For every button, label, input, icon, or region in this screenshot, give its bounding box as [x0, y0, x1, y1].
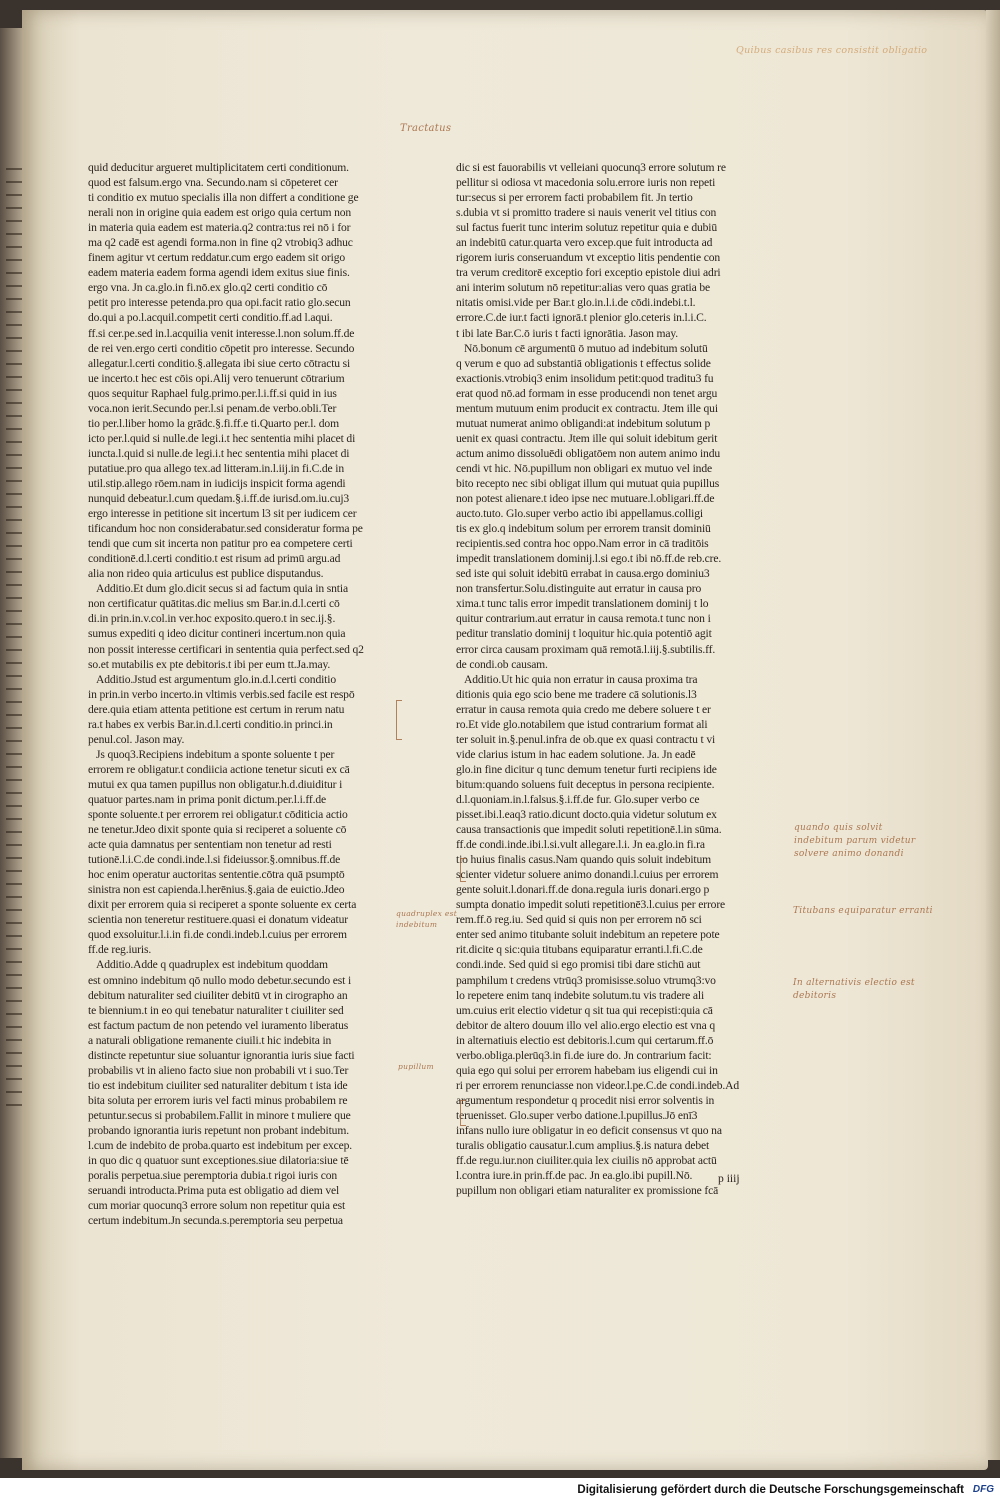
text-line: tutionē.l.i.C.de condi.inde.l.si fideiussor.§.omnibus.ff.de — [88, 853, 341, 867]
footer-bar — [0, 1478, 1000, 1505]
text-line: tificandum hoc non considerabatur.sed consideratur forma pe — [88, 522, 363, 536]
text-line: quod est falsum.ergo vna. Secundo.nam si cōpeteret cer — [88, 176, 338, 190]
text-line: impedit translationem dominij.l.si ego.t ibi nō.ff.de reb.cre. — [456, 552, 722, 566]
text-line: de condi.ob causam. — [456, 657, 548, 671]
text-line: putatiue.pro qua allego tex.ad litteram.in.l.iij.in fi.C.de in — [88, 461, 345, 475]
text-line: bita soluta per errorem iuris vel facti minus probabilem re — [88, 1093, 348, 1107]
text-line: tio est indebitum ciuiliter sed naturaliter debitum t ista ide — [88, 1078, 348, 1092]
text-line: quatuor partes.nam in prima ponit dictum.per.l.i.ff.de — [88, 792, 326, 806]
manuscript-header-note: Quibus casibus res consistit obligatio — [736, 45, 928, 56]
text-line: hoc enim operatur auctoritas sententie.cōtra quā psumptō — [88, 868, 345, 882]
text-line: causa transactionis que impedit soluti repetitionē.l.in sūma. — [456, 823, 722, 837]
text-line: voca.non ierit.Secundo per.l.si penam.de verbo.obli.Ter — [88, 401, 337, 415]
text-line: ff.de regu.iur.non ciuiliter.quia lex ciuilis nō approbat actū — [456, 1154, 717, 1168]
text-line: petit pro interesse petenda.pro qua opi.facit ratio glo.secun — [88, 296, 351, 310]
text-line: scienter videtur soluere animo donandi.l.cuius per errorem — [456, 868, 719, 882]
text-line: in materia quia eadem est materia.q2 contra:tus rei nō i for — [88, 221, 351, 235]
text-line: pamphilum t credens vtrūq3 promisisse.soluo vtrumq3:vo — [456, 973, 716, 987]
text-line: mutui ex qua tamen pupillus non obligatur.h.d.diuiditur i — [88, 777, 343, 791]
text-line: ti conditio ex mutuo specialis illa non differt a conditione ge — [88, 191, 359, 205]
text-line: alia non rideo quia articulus est publice disputandus. — [88, 567, 324, 581]
text-line: mutuat numerat animo obligandi:at indebitum solutum p — [456, 416, 711, 430]
text-line: in quo dic q quatuor sunt exceptiones.siue dilatoria:siue tē — [88, 1154, 349, 1168]
text-line: gente soluit.l.donari.ff.de dona.regula iuris donari.ergo p — [456, 883, 710, 897]
text-column-right — [456, 160, 770, 1200]
text-line: aucto.tuto. Glo.super verbo actio ibi appellamus.colligi — [456, 507, 703, 521]
text-line: tis ex glo.q indebitum solum per errorem transit dominiū — [456, 522, 711, 536]
text-line: finem agitur vt certum reddatur.cum ergo eadem sit origo — [88, 251, 345, 265]
text-line: quid deducitur argueret multiplicitatem certi conditionum. — [88, 161, 349, 174]
text-line: probando ignorantia iuris repetunt non probant indebitum. — [88, 1124, 349, 1137]
text-line: di.in prin.in.v.col.in ver.hoc exposito.quero.t in sec.ij.§. — [88, 612, 336, 626]
footer-credit: Digitalisierung gefördert durch die Deutsche Forschungsgemeinschaft — [577, 1484, 964, 1496]
margin-note-1: quando quis solvit indebitum parum videtur solvere animo donandi — [794, 823, 916, 859]
margin-note-5: pupillum — [398, 1062, 434, 1071]
text-line: util.stip.allego rōem.nam in iudicijs inspicit forma agendi — [88, 476, 346, 490]
text-line: certum indebitum.Jn secunda.s.peremptoria seu perpetua — [88, 1214, 343, 1228]
text-line: sponte soluente.t per errorem rei obligatur.t cōditicia actio — [88, 808, 348, 822]
text-line: actum animo dissoluēdi obligatōem non autem animo indu — [456, 446, 720, 460]
text-line: Additio.Ut hic quia non erratur in causa proxima tra — [464, 672, 698, 686]
text-line: eadem materia eadem forma agendi idem exitus siue finis. — [88, 266, 350, 280]
text-line: peditur translatio dominij t loquitur hic.quia potentiō agit — [456, 627, 712, 641]
text-line: nunquid debeatur.l.cum quedam.§.i.ff.de iurisd.om.iu.cuj3 — [88, 492, 350, 506]
text-line: a naturali obligatione remanente ciuili.t hic indebita in — [88, 1033, 332, 1047]
text-line: ff.de condi.inde.ibi.l.si.vult allegare.l.i. Jn ea.glo.in fi.ra — [456, 838, 705, 852]
text-line: probabilis vt in alieno facto siue non probabili vt i suo.Ter — [88, 1063, 349, 1077]
text-line: exactionis.vtrobiq3 enim insolidum petit:quod traditu3 fu — [456, 371, 714, 385]
text-line: ne tenetur.Jdeo dixit sponte quia si reciperet a soluente cō — [88, 823, 347, 837]
text-line: q verum e quo ad substantiā obligationis t effectus solide — [456, 356, 711, 370]
text-line: nitatis omisi.vide per Bar.t glo.in.l.i.de cōdi.indebi.t.l. — [456, 296, 696, 310]
text-line: non certificatur quātitas.dic melius sm Bar.in.d.l.certi cō — [88, 597, 340, 611]
text-line: vide clarius istum in hac eadem solutione. Ja. Jn eadē — [456, 747, 696, 761]
text-line: scientia non teneretur restituere.quasi ei donatum videatur — [88, 913, 348, 927]
text-line: distincte repetuntur siue soluantur ignorantia iuris siue facti — [88, 1048, 355, 1062]
text-line: quia ego qui solui per errorem habebam ius eligendi cui in — [456, 1063, 718, 1077]
text-line: l.cum de indebito de proba.quarto est indebitum per excep. — [88, 1139, 352, 1153]
text-line: dixit per errorem quia si reciperet a sponte soluente ex certa — [88, 898, 357, 912]
text-line: allegatur.l.certi conditio.§.allegata ibi siue certo cōtractu si — [88, 356, 351, 370]
text-line: seruandi introducta.Prima puta est obligatio ad diem vel — [88, 1184, 340, 1198]
text-line: rem.ff.ō reg.iu. Sed quid si quis non per errorem nō sci — [456, 913, 702, 927]
text-line: non potest alienare.t ideo ipse nec mutuare.l.obligari.ff.de — [456, 492, 715, 506]
text-line: ra.t habes ex verbis Bar.in.d.l.certi conditio.in princi.in — [88, 717, 333, 731]
text-line: ergo interesse in petitione sit incertum l3 sit per iudicem cer — [88, 507, 357, 521]
text-line: petuntur.secus si probabilem.Fallit in minore t muliere que — [88, 1108, 351, 1122]
text-line: xima.t tunc talis error impedit translationem dominij t lo — [456, 597, 709, 611]
text-line: turalis obligatio causatur.l.cum amplius.§.is natura debet — [456, 1139, 710, 1153]
text-line: uenit ex quasi contractu. Jtem ille qui soluit idebitum gerit — [456, 431, 718, 445]
margin-bracket — [396, 700, 402, 740]
text-line: quod exsoluitur.l.i.in fi.de condi.indeb.l.cuius per errorem — [88, 928, 347, 942]
text-line: glo.in fine dicitur q tunc demum tenetur furti recipiens ide — [456, 762, 717, 776]
text-line: recipientis.sed contra hoc oppo.Nam error in cā traditōis — [456, 537, 709, 551]
text-line: pisset.ibi.l.eaq3 ratio.dicunt docto.quia videtur solutum ex — [456, 808, 717, 822]
margin-note-4: quadruplex est indebitum — [396, 909, 458, 929]
text-line: ro.Et vide glo.notabilem que istud contrarium format ali — [456, 717, 708, 731]
text-line: rit.dicite q sic:quia titubans equiparatur erranti.l.fi.C.de — [456, 943, 703, 957]
text-line: tra verum creditorē exceptio fori exceptio epistole diui adri — [456, 266, 721, 280]
text-line: ri per errorem renunciasse non videor.l.pe.C.de condi.indeb.Ad — [456, 1078, 740, 1092]
text-line: iuncta.l.quid si nulle.de legi.i.t hec sententia mihi placet di — [88, 446, 350, 460]
text-line: sul factus fuerit tunc interim solutuz repetitur quia e dubiū — [456, 221, 717, 235]
text-line: Additio.Et dum glo.dicit secus si ad factum quia in sntia — [96, 582, 348, 596]
text-column-left — [88, 160, 400, 1228]
text-line: pupillum non obligari etiam naturaliter ex promissione fcā — [456, 1184, 719, 1198]
text-line: cendi vt hic. Nō.pupillum non obligari ex mutuo vel inde — [456, 461, 712, 475]
text-line: penul.col. Jason may. — [88, 732, 185, 746]
margin-bracket — [460, 858, 466, 882]
text-line: enter sed animo titubante soluit indebitum an repetere pote — [456, 928, 720, 942]
text-line: quos sequitur Raphael fulg.primo.per.l.i.ff.si quid in ius — [88, 386, 337, 400]
text-line: ergo vna. Jn ca.glo.in fi.nō.ex glo.q2 certi conditio cō — [88, 281, 328, 295]
text-line: sumpta donatio impedit soluti repetitionē3.l.cuius per errore — [456, 898, 726, 912]
text-line: pellitur si odiosa vt macedonia solu.errore iuris non repeti — [456, 176, 716, 190]
text-line: so.et mutabilis ex pte debitoris.t ibi per eum tt.Ja.may. — [88, 657, 331, 671]
text-line: icto per.l.quid si nulle.de legi.i.t hec sententia mihi placet di — [88, 431, 356, 445]
text-line: non possit interesse certificari in sententia quia perfect.sed q2 — [88, 642, 364, 656]
text-line: erat quod nō.ad formam in esse producendi non tenet argu — [456, 386, 718, 400]
text-line: ue incerto.t hec est cōis opi.Alij vero tenuerunt cōtrarium — [88, 371, 345, 385]
text-line: errore.C.de iur.t facti ignorā.t plenior glo.ceteris in.l.i.C. — [456, 311, 707, 325]
text-line: ma q2 cadē est agendi forma.non in fine q2 vtrobiq3 adhuc — [88, 236, 353, 250]
manuscript-title-note: Tractatus — [400, 123, 452, 134]
text-line: sinistra non est capienda.l.herēnius.§.gaia de euictio.Jdeo — [88, 883, 345, 897]
text-line: bitum:quando soluens fuit deceptus in persona recipiente. — [456, 777, 715, 791]
text-line: sumus expediti q ideo dicitur contineri incertum.non quia — [88, 627, 346, 641]
text-line: debitor de altero douum illo vel alio.ergo electio est vna q — [456, 1018, 715, 1032]
text-line: verbo.obliga.plerūq3.in fi.de iure do. Jn contrarium facit: — [456, 1048, 712, 1062]
text-line: infans nullo iure obligatur in eo deficit consensus vt quo na — [456, 1124, 722, 1137]
text-line: ditionis quia ego scio bene me tradere cā solutionis.l3 — [456, 687, 697, 701]
text-line: te biennium.t in eo qui tenebatur naturaliter t ciuiliter sed — [88, 1003, 344, 1017]
text-line: s.dubia vt si promitto tradere si nauis venerit vel titius con — [456, 206, 717, 220]
text-line: tio per.l.liber homo la grādc.§.fi.ff.e ti.Quarto per.l. dom — [88, 416, 339, 430]
text-line: non transfertur.Solu.distinguite aut erratur in causa pro — [456, 582, 702, 596]
text-line: Js quoq3.Recipiens indebitum a sponte soluente t per — [96, 747, 335, 761]
text-line: d.l.quoniam.in.l.falsus.§.i.ff.de fur. Glo.super verbo ce — [456, 792, 700, 806]
text-line: ff.de reg.iuris. — [88, 943, 152, 957]
margin-bracket — [460, 1100, 466, 1126]
text-line: in alternatiuis electio est debitoris.l.cum qui certarum.ff.ō — [456, 1033, 714, 1047]
text-line: est factum pactum de non petendo vel iuramento liberatus — [88, 1018, 349, 1032]
text-line: condi.inde. Sed quid si ego promisi tibi dare stichū aut — [456, 958, 701, 972]
text-line: Additio.Jstud est argumentum glo.in.d.l.certi conditio — [96, 672, 336, 686]
margin-note-2: Titubans equiparatur erranti — [793, 906, 933, 916]
text-line: um.cuius erit electio videtur q sit tua qui recepisti:quia cā — [456, 1003, 713, 1017]
text-line: tendi que cum sit incerta non patitur pro ea competere certi — [88, 537, 353, 551]
page-edge — [986, 10, 1000, 1460]
text-line: nerali non in origine quia eadem est origo quia certum non — [88, 206, 352, 220]
signature-mark: p iiij — [718, 1172, 740, 1185]
text-line: tio huius finalis casus.Nam quando quis soluit indebitum — [456, 853, 712, 867]
text-line: ter soluit in.§.penul.infra de ob.que ex quasi contractu t vi — [456, 732, 716, 746]
text-line: argumentum respondetur q procedit nisi error solventis in — [456, 1093, 715, 1107]
text-line: t ibi late Bar.C.ō iuris t facti ignorātia. Jason may. — [456, 326, 679, 340]
margin-note-3: In alternativis electio est debitoris — [793, 978, 915, 1001]
text-line: debitum naturaliter sed ciuiliter debitū vt in cirographo an — [88, 988, 348, 1002]
text-line: Additio.Adde q quadruplex est indebitum quoddam — [96, 958, 328, 972]
dfg-logo: DFG — [972, 1484, 994, 1495]
text-line: bito recepto nec sibi obligat illum qui mutuat quia pupillus — [456, 476, 720, 490]
text-line: ani interim solutum nō repetitur:alias vero quas gratia be — [456, 281, 711, 295]
text-line: dic si est fauorabilis vt velleiani quocunq3 errore solutum re — [456, 161, 726, 174]
text-line: errorem re obligatur.t condiicia actione tenetur sicuti ex cā — [88, 762, 350, 776]
text-line: l.contra iure.in prin.ff.de pac. Jn ea.glo.ibi pupill.Nō. — [456, 1169, 693, 1183]
text-line: do.qui a po.l.acquil.competit certi conditio.ff.ad l.aqui. — [88, 311, 333, 325]
text-line: Nō.bonum cē argumentū ō mutuo ad indebitum solutū — [464, 341, 708, 355]
text-line: est omnino indebitum qō nullo modo debetur.secundo est i — [88, 973, 352, 987]
text-line: an indebitū catur.quarta vero excep.que fuit introducta ad — [456, 236, 713, 250]
text-line: sed iste qui soluit idebitū errabat in causa.ergo dominiu3 — [456, 567, 710, 581]
text-line: teruenisset. Glo.super verbo datione.l.pupillus.Jō enī3 — [456, 1108, 698, 1122]
text-line: error circa causam proximam quā remotā.l.iij.§.subtilis.ff. — [456, 642, 716, 656]
text-line: in prin.in verbo incerto.in vltimis verbis.sed facile est respō — [88, 687, 355, 701]
text-line: dere.quia etiam attenta petitione est certum in rerum natu — [88, 702, 345, 716]
text-line: ff.si cer.pe.sed in.l.acquilia venit interesse.l.non solum.ff.de — [88, 326, 355, 340]
text-line: quitur contrarium.aut erratur in causa remota.t tunc non i — [456, 612, 711, 626]
text-line: mentum mutuum enim producit ex contractu. Jtem ille qui — [456, 401, 718, 415]
text-line: de rei ven.ergo certi conditio cōpetit pro interesse. Secundo — [88, 341, 355, 355]
text-line: erratur in causa remota quia credo me debere soluere t er — [456, 702, 711, 716]
text-line: lo repetere enim tanq indebite solutum.tu vis tradere ali — [456, 988, 705, 1002]
text-line: cum moriar quocunq3 errore solum non repetitur quia est — [88, 1199, 346, 1213]
text-line: tur:secus si per errorem facti probabilem fit. Jn tertio — [456, 191, 693, 205]
text-line: conditionē.d.l.certi conditio.t est risum ad primū argu.ad — [88, 552, 341, 566]
text-line: acte quia damnatus per sententiam non tenetur ad resti — [88, 838, 332, 852]
text-line: rigorem iuris conseruandum vt exceptio litis pendentie con — [456, 251, 721, 265]
text-line: poralis perpetua.siue peremptoria dubia.t rigoi iuris con — [88, 1169, 338, 1183]
